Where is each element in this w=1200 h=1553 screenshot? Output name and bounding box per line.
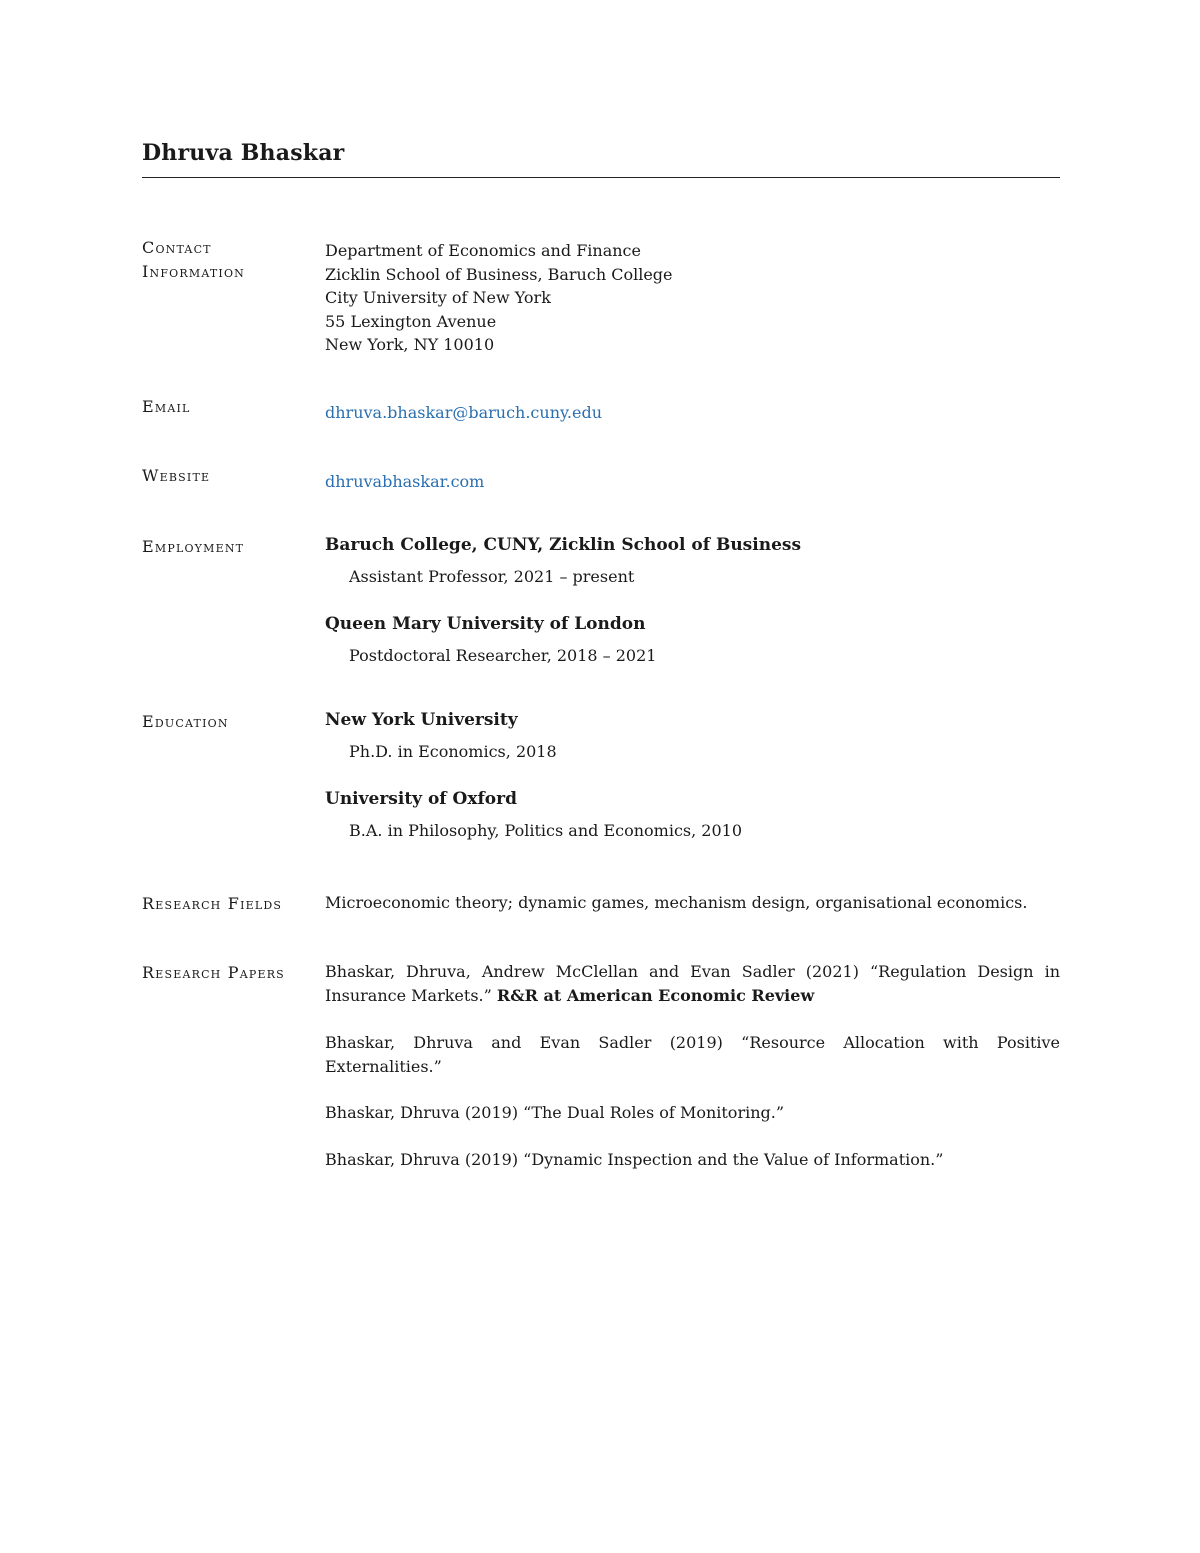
- contact-address: [325, 239, 1060, 357]
- paper-citation: Bhaskar, Dhruva, Andrew McClellan and Evan Sadler (2021) “Regulation Design in Insurance Markets.”: [325, 962, 1060, 1005]
- address-line: New York, NY 10010: [325, 335, 495, 354]
- employment-role: Assistant Professor, 2021 – present: [349, 567, 635, 586]
- degree-line: Ph.D. in Economics, 2018: [349, 742, 557, 761]
- employer-name: Queen Mary University of London: [325, 614, 646, 634]
- education-entry: [325, 708, 1060, 764]
- website-link[interactable]: dhruvabhaskar.com: [325, 472, 485, 491]
- institution-name: University of Oxford: [325, 789, 517, 809]
- title-rule: [142, 177, 1060, 178]
- paper-status: R&R at American Economic Review: [496, 986, 815, 1005]
- email-row: [325, 401, 1060, 425]
- section-label-email: Email: [142, 397, 191, 416]
- paper-entry: [325, 1101, 1060, 1125]
- paper-citation: Bhaskar, Dhruva (2019) “Dynamic Inspection and the Value of Information.”: [325, 1150, 944, 1169]
- email-link[interactable]: dhruva.bhaskar@baruch.cuny.edu: [325, 403, 603, 422]
- employment-entry: [325, 612, 1060, 668]
- section-label-research-fields: Research Fields: [142, 894, 283, 913]
- employment-role: Postdoctoral Researcher, 2018 – 2021: [349, 646, 657, 665]
- paper-entry: [325, 960, 1060, 1008]
- education-entry: [325, 787, 1060, 843]
- paper-entry: [325, 1031, 1060, 1079]
- employer-name: Baruch College, CUNY, Zicklin School of Business: [325, 535, 802, 555]
- research-fields-text: Microeconomic theory; dynamic games, mechanism design, organisational economics.: [325, 893, 1028, 912]
- page-title: Dhruva Bhaskar: [142, 140, 345, 166]
- paper-citation: Bhaskar, Dhruva (2019) “The Dual Roles of Monitoring.”: [325, 1103, 785, 1122]
- paper-citation: Bhaskar, Dhruva and Evan Sadler (2019) “Resource Allocation with Positive Externalities.”: [325, 1033, 1060, 1076]
- section-label-contact-line1: Contact: [142, 238, 212, 257]
- employment-entry: [325, 533, 1060, 589]
- section-label-contact-line2: Information: [142, 262, 246, 281]
- address-line: 55 Lexington Avenue: [325, 311, 497, 331]
- section-label-contact: [142, 236, 322, 284]
- address-line: Department of Economics and Finance: [325, 241, 641, 260]
- paper-entry: [325, 1148, 1060, 1172]
- section-label-website: Website: [142, 466, 211, 485]
- degree-line: B.A. in Philosophy, Politics and Economics, 2010: [349, 821, 743, 840]
- address-line: Zicklin School of Business, Baruch College: [325, 264, 673, 284]
- section-label-education: Education: [142, 712, 229, 731]
- section-label-research-papers: Research Papers: [142, 963, 285, 982]
- website-row: [325, 470, 1060, 494]
- section-label-employment: Employment: [142, 537, 245, 556]
- address-line: City University of New York: [325, 288, 551, 307]
- institution-name: New York University: [325, 710, 518, 730]
